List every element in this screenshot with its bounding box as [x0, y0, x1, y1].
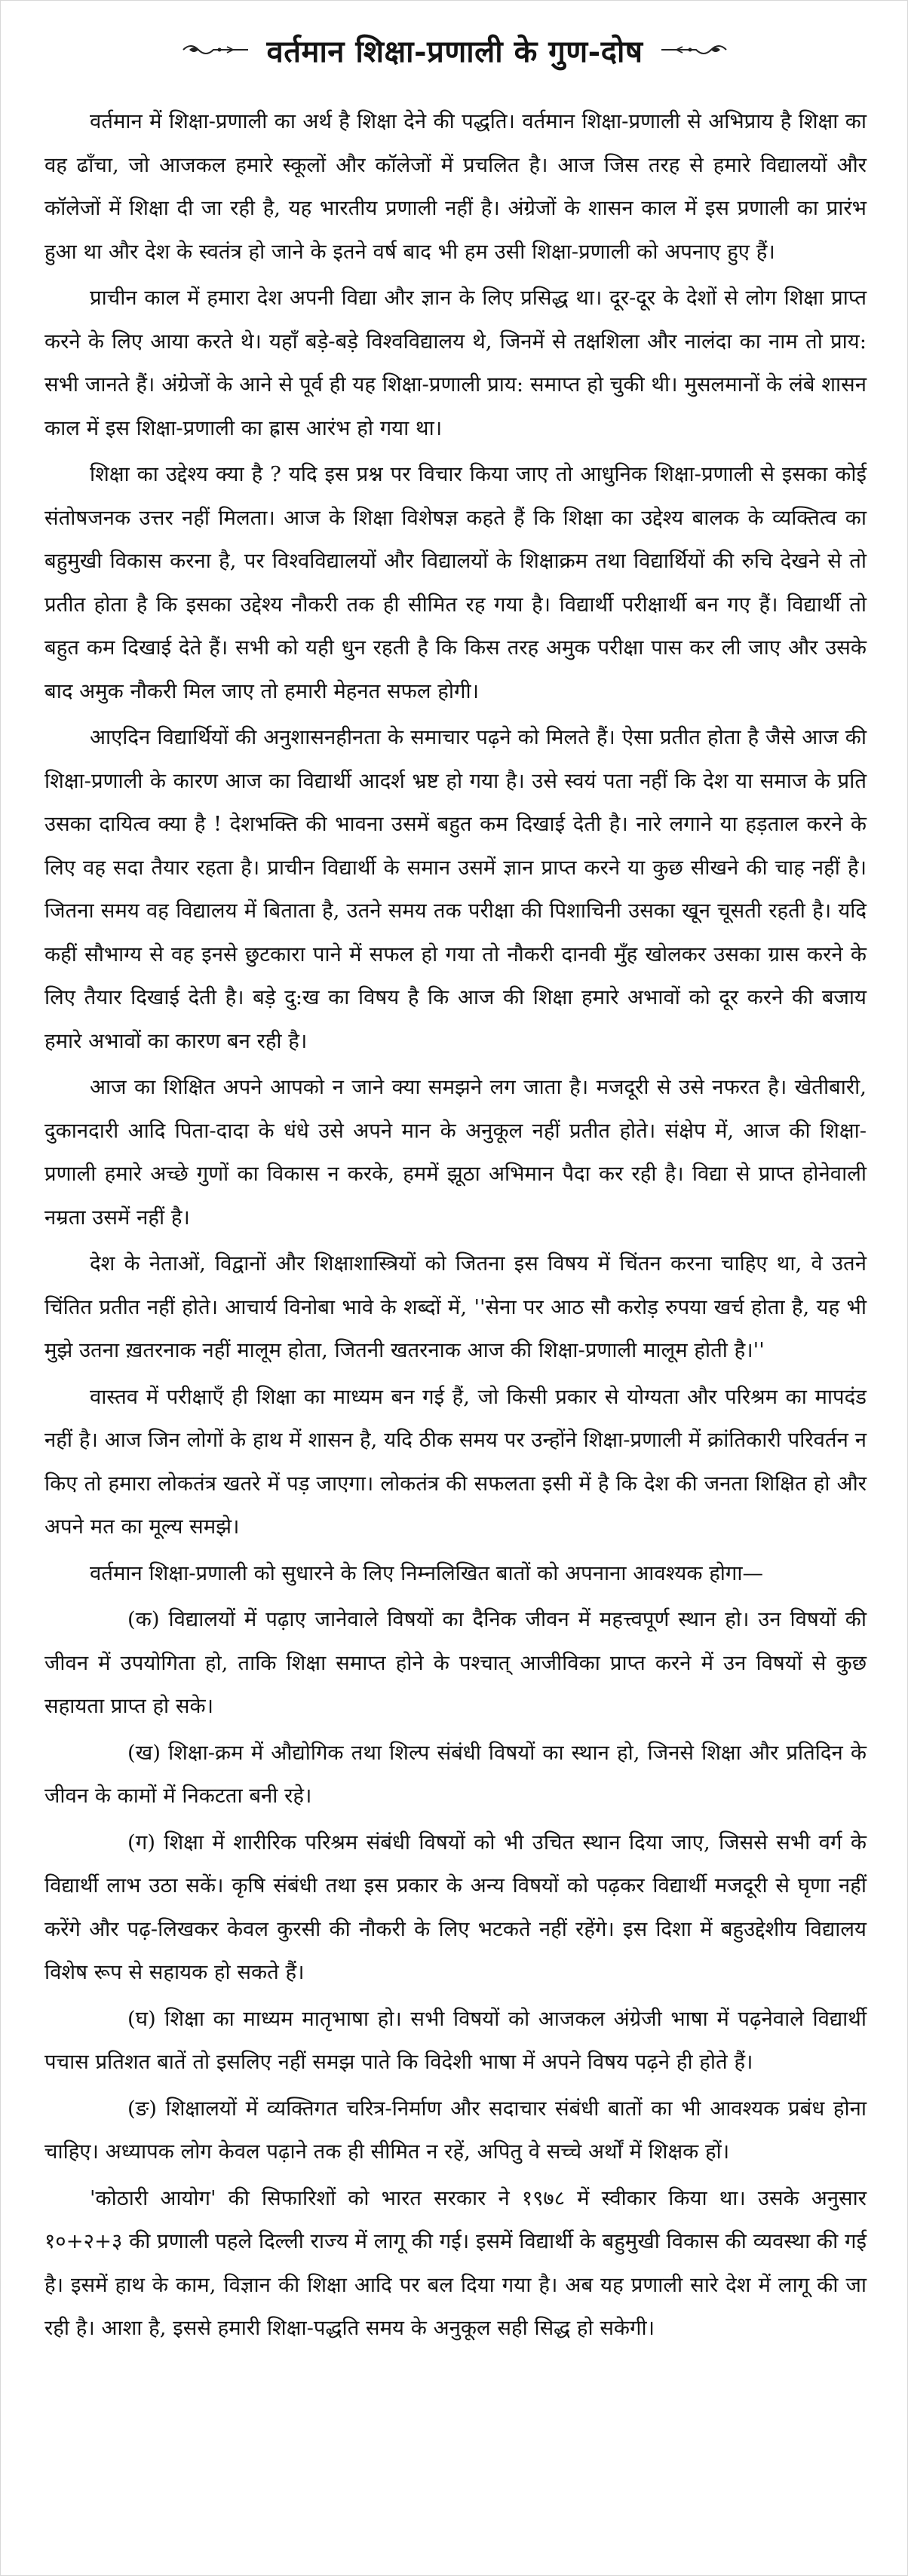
paragraph-1: वर्तमान में शिक्षा-प्रणाली का अर्थ है शिक्षा देने की पद्धति। वर्तमान शिक्षा-प्रणाली से अभिप्राय है शिक्षा का वह ढाँचा, जो आजकल हमारे स्कूलों और कॉलेजों में प्रचलित है। आज जिस तरह से हमारे विद्यालयों और कॉलेजों में शिक्षा दी जा रही है, यह भारतीय प्रणाली नहीं है। अंग्रेजों के शासन काल में इस प्रणाली का प्रारंभ हुआ था और देश के स्वतंत्र हो जाने के इतने वर्ष बाद भी हम उसी शिक्षा-प्रणाली को अपनाए हुए हैं। — [44, 109, 867, 264]
title-row — [1, 23, 908, 76]
essay-body — [44, 100, 867, 2354]
paragraph-3: शिक्षा का उद्देश्य क्या है ? यदि इस प्रश्न पर विचार किया जाए तो आधुनिक शिक्षा-प्रणाली से इसका कोई संतोषजनक उत्तर नहीं मिलता। आज के शिक्षा विशेषज्ञ कहते हैं कि शिक्षा का उद्देश्य बालक के व्यक्तित्व का बहुमुखी विकास करना है, पर विश्वविद्यालयों और विद्यालयों के शिक्षाक्रम तथा विद्यार्थियों की रुचि देखने से तो प्रतीत होता है कि इसका उद्देश्य नौकरी तक ही सीमित रह गया है। विद्यार्थी परीक्षार्थी बन गए हैं। विद्यार्थी तो बहुत कम दिखाई देते हैं। सभी को यही धुन रहती है कि किस तरह अमुक परीक्षा पास कर ली जाए और उसके बाद अमुक नौकरी मिल जाए तो हमारी मेहनत सफल होगी। — [44, 462, 867, 703]
point-nga: (ङ) शिक्षालयों में व्यक्तिगत चरित्र-निर्माण और सदाचार संबंधी बातों का भी आवश्यक प्रबंध होना चाहिए। अध्यापक लोग केवल पढ़ाने तक ही सीमित न रहें, अपितु वे सच्चे अर्थों में शिक्षक हों। — [44, 2096, 867, 2164]
point-ga: (ग) शिक्षा में शारीरिक परिश्रम संबंधी विषयों को भी उचित स्थान दिया जाए, जिससे सभी वर्ग के विद्यार्थी लाभ उठा सकें। कृषि संबंधी तथा इस प्रकार के अन्य विषयों को पढ़कर विद्यार्थी मजदूरी से घृणा नहीं करेंगे और पढ़-लिखकर केवल कुरसी की नौकरी के लिए भटकते नहीं रहेंगे। इस दिशा में बहुउद्देशीय विद्यालय विशेष रूप से सहायक हो सकते हैं। — [44, 1830, 867, 1984]
paragraph-8: वर्तमान शिक्षा-प्रणाली को सुधारने के लिए निम्नलिखित बातों को अपनाना आवश्यक होगा— — [90, 1561, 764, 1585]
point-kha: (ख) शिक्षा-क्रम में औद्योगिक तथा शिल्प संबंधी विषयों का स्थान हो, जिनसे शिक्षा और प्रतिदिन के जीवन के कामों में निकटता बनी रहे। — [44, 1740, 867, 1808]
paragraph-4: आएदिन विद्यार्थियों की अनुशासनहीनता के समाचार पढ़ने को मिलते हैं। ऐसा प्रतीत होता है जैसे आज की शिक्षा-प्रणाली के कारण आज का विद्यार्थी आदर्श भ्रष्ट हो गया है। उसे स्वयं पता नहीं कि देश या समाज के प्रति उसका दायित्व क्या है ! देशभक्ति की भावना उसमें बहुत कम दिखाई देती है। नारे लगाने या हड़ताल करने के लिए वह सदा तैयार रहता है। प्राचीन विद्यार्थी के समान उसमें ज्ञान प्राप्त करने या कुछ सीखने की चाह नहीं है। जितना समय वह विद्यालय में बिताता है, उतने समय तक परीक्षा की पिशाचिनी उसका खून चूसती रहती है। यदि कहीं सौभाग्य से वह इनसे छुटकारा पाने में सफल हो गया तो नौकरी दानवी मुँह खोलकर उसका ग्रास करने के लिए तैयार दिखाई देती है। बड़े दु:ख का विषय है कि आज की शिक्षा हमारे अभावों को दूर करने की बजाय हमारे अभावों का कारण बन रही है। — [44, 725, 867, 1053]
closing-paragraph: 'कोठारी आयोग' की सिफारिशों को भारत सरकार ने १९७८ में स्वीकार किया था। उसके अनुसार १०+२+३ की प्रणाली पहले दिल्ली राज्य में लागू की गई। इसमें विद्यार्थी के बहुमुखी विकास की व्यवस्था की गई है। इसमें हाथ के काम, विज्ञान की शिक्षा आदि पर बल दिया गया है। अब यह प्रणाली सारे देश में लागू की जा रही है। आशा है, इससे हमारी शिक्षा-पद्धति समय के अनुकूल सही सिद्ध हो सकेगी। — [44, 2185, 867, 2340]
paragraph-5: आज का शिक्षित अपने आपको न जाने क्या समझने लग जाता है। मजदूरी से उसे नफरत है। खेतीबारी, दुकानदारी आदि पिता-दादा के धंधे उसे अपने मान के अनुकूल नहीं प्रतीत होते। संक्षेप में, आज की शिक्षा-प्रणाली हमारे अच्छे गुणों का विकास न करके, हममें झूठा अभिमान पैदा कर रही है। विद्या से प्राप्त होनेवाली नम्रता उसमें नहीं है। — [44, 1075, 867, 1230]
paragraph-6: देश के नेताओं, विद्वानों और शिक्षाशास्त्रियों को जितना इस विषय में चिंतन करना चाहिए था, वे उतने चिंतित प्रतीत नहीं होते। आचार्य विनोबा भावे के शब्दों में, ''सेना पर आठ सौ करोड़ रुपया खर्च होता है, यह भी मुझे उतना ख़तरनाक नहीं मालूम होता, जितनी खतरनाक आज की शिक्षा-प्रणाली मालूम होती है।'' — [44, 1251, 867, 1362]
paragraph-2: प्राचीन काल में हमारा देश अपनी विद्या और ज्ञान के लिए प्रसिद्ध था। दूर-दूर के देशों से लोग शिक्षा प्राप्त करने के लिए आया करते थे। यहाँ बड़े-बड़े विश्वविद्यालय थे, जिनमें से तक्षशिला और नालंदा का नाम तो प्राय: सभी जानते हैं। अंग्रेजों के आने से पूर्व ही यह शिक्षा-प्रणाली प्राय: समाप्त हो चुकी थी। मुसलमानों के लंबे शासन काल में इस शिक्षा-प्रणाली का ह्रास आरंभ हो गया था। — [44, 286, 867, 440]
paragraph-7: वास्तव में परीक्षाएँ ही शिक्षा का माध्यम बन गई हैं, जो किसी प्रकार से योग्यता और परिश्रम का मापदंड नहीं है। आज जिन लोगों के हाथ में शासन है, यदि ठीक समय पर उन्होंने शिक्षा-प्रणाली में क्रांतिकारी परिवर्तन न किए तो हमारा लोकतंत्र खतरे में पड़ जाएगा। लोकतंत्र की सफलता इसी में है कि देश की जनता शिक्षित हो और अपने मत का मूल्य समझे। — [44, 1384, 867, 1539]
point-gha: (घ) शिक्षा का माध्यम मातृभाषा हो। सभी विषयों को आजकल अंग्रेजी भाषा में पढ़नेवाले विद्यार्थी पचास प्रतिशत बातें तो इसलिए नहीं समझ पाते कि विदेशी भाषा में अपने विषय पढ़ने ही होते हैं। — [44, 2006, 867, 2074]
left-flourish-icon — [182, 41, 250, 59]
right-flourish-icon — [660, 41, 728, 59]
point-ka: (क) विद्यालयों में पढ़ाए जानेवाले विषयों का दैनिक जीवन में महत्त्वपूर्ण स्थान हो। उन विषयों की जीवन में उपयोगिता हो, ताकि शिक्षा समाप्त होने के पश्चात् आजीविका प्राप्त करने में उन विषयों से कुछ सहायता प्राप्त हो सके। — [44, 1607, 867, 1718]
essay-title: वर्तमान शिक्षा-प्रणाली के गुण-दोष — [266, 33, 643, 69]
